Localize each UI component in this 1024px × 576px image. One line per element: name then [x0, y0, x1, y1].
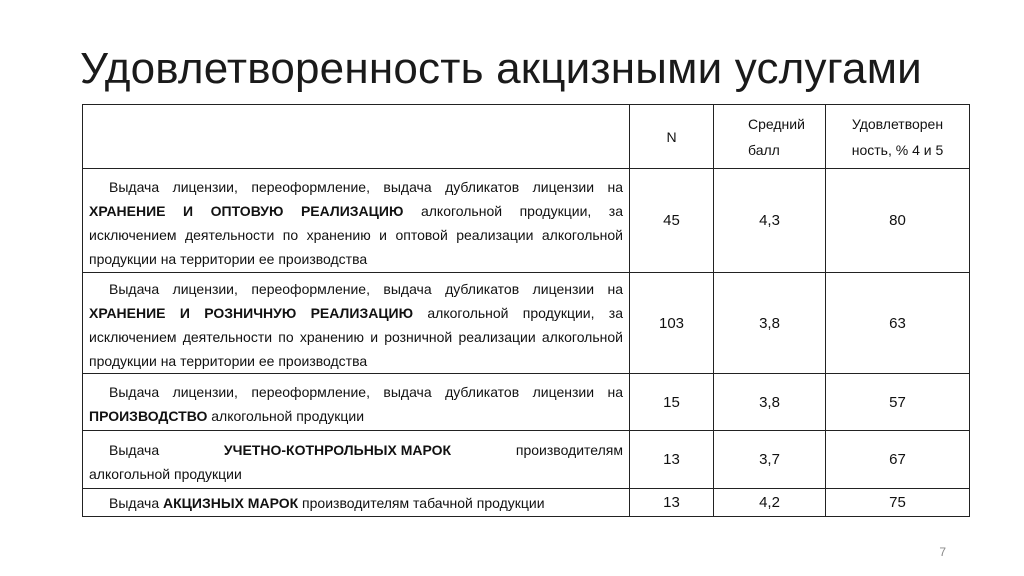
- count-cell: 103: [630, 273, 714, 374]
- service-text: Выдача: [109, 441, 160, 458]
- header-n: N: [630, 105, 714, 169]
- table-row: [83, 273, 970, 374]
- header-sat-line1: Удовлетворен: [851, 115, 944, 132]
- service-type: УЧЕТНО-КОТНРОЛЬНЫХ МАРОК: [223, 441, 452, 458]
- service-text-rest: алкогольной продукции, за исключением деятельности по хранению и розничной реализации алкогольной продукции на территории ее производства: [89, 305, 624, 369]
- mean-score-cell: 3,8: [714, 374, 826, 431]
- table-row: [83, 431, 970, 489]
- service-text-rest: производителям: [515, 441, 623, 458]
- service-description: [83, 489, 630, 517]
- service-text-rest: алкогольной продукции: [211, 408, 365, 424]
- service-description: [83, 374, 630, 431]
- service-type: ПРОИЗВОДСТВО: [89, 408, 208, 424]
- service-text: Выдача лицензии, переоформление, выдача дубликатов лицензии на: [109, 178, 623, 195]
- service-text: Выдача: [109, 494, 160, 511]
- satisfaction-cell: 75: [826, 489, 970, 517]
- table-row: [83, 169, 970, 273]
- header-sat-line2: ность, % 4 и 5: [851, 141, 944, 158]
- service-text: Выдача лицензии, переоформление, выдача дубликатов лицензии на: [109, 281, 623, 297]
- service-text: Выдача лицензии, переоформление, выдача дубликатов лицензии на: [109, 384, 623, 400]
- table-row: [83, 489, 970, 517]
- satisfaction-cell: 80: [826, 169, 970, 273]
- header-mean-score: [714, 105, 826, 169]
- service-description: [83, 273, 630, 374]
- satisfaction-cell: 57: [826, 374, 970, 431]
- page-number: 7: [939, 545, 946, 559]
- satisfaction-cell: 63: [826, 273, 970, 374]
- slide-title: Удовлетворенность акцизными услугами: [80, 44, 922, 93]
- mean-score-cell: 4,2: [714, 489, 826, 517]
- service-description: [83, 169, 630, 273]
- service-text-rest: алкогольной продукции, за исключением деятельности по хранению и оптовой реализации алкогольной продукции на территории ее производства: [89, 202, 624, 267]
- satisfaction-table: [82, 104, 970, 517]
- header-mean-line1: Средний: [748, 115, 805, 132]
- service-text-line2: алкогольной продукции: [89, 465, 242, 482]
- service-type: ХРАНЕНИЕ И РОЗНИЧНУЮ РЕАЛИЗАЦИЮ: [89, 305, 414, 321]
- header-satisfaction: [826, 105, 970, 169]
- count-cell: 13: [630, 431, 714, 489]
- mean-score-cell: 3,7: [714, 431, 826, 489]
- service-text-rest: производителям табачной продукции: [302, 494, 545, 511]
- header-mean-line2: балл: [748, 141, 780, 158]
- service-type: ХРАНЕНИЕ И ОПТОВУЮ РЕАЛИЗАЦИЮ: [89, 202, 404, 219]
- header-service: [83, 105, 630, 169]
- count-cell: 45: [630, 169, 714, 273]
- mean-score-cell: 3,8: [714, 273, 826, 374]
- mean-score-cell: 4,3: [714, 169, 826, 273]
- table-header-row: [83, 105, 970, 169]
- service-description: [83, 431, 630, 489]
- table-row: [83, 374, 970, 431]
- count-cell: 15: [630, 374, 714, 431]
- service-type: АКЦИЗНЫХ МАРОК: [163, 494, 299, 511]
- satisfaction-cell: 67: [826, 431, 970, 489]
- count-cell: 13: [630, 489, 714, 517]
